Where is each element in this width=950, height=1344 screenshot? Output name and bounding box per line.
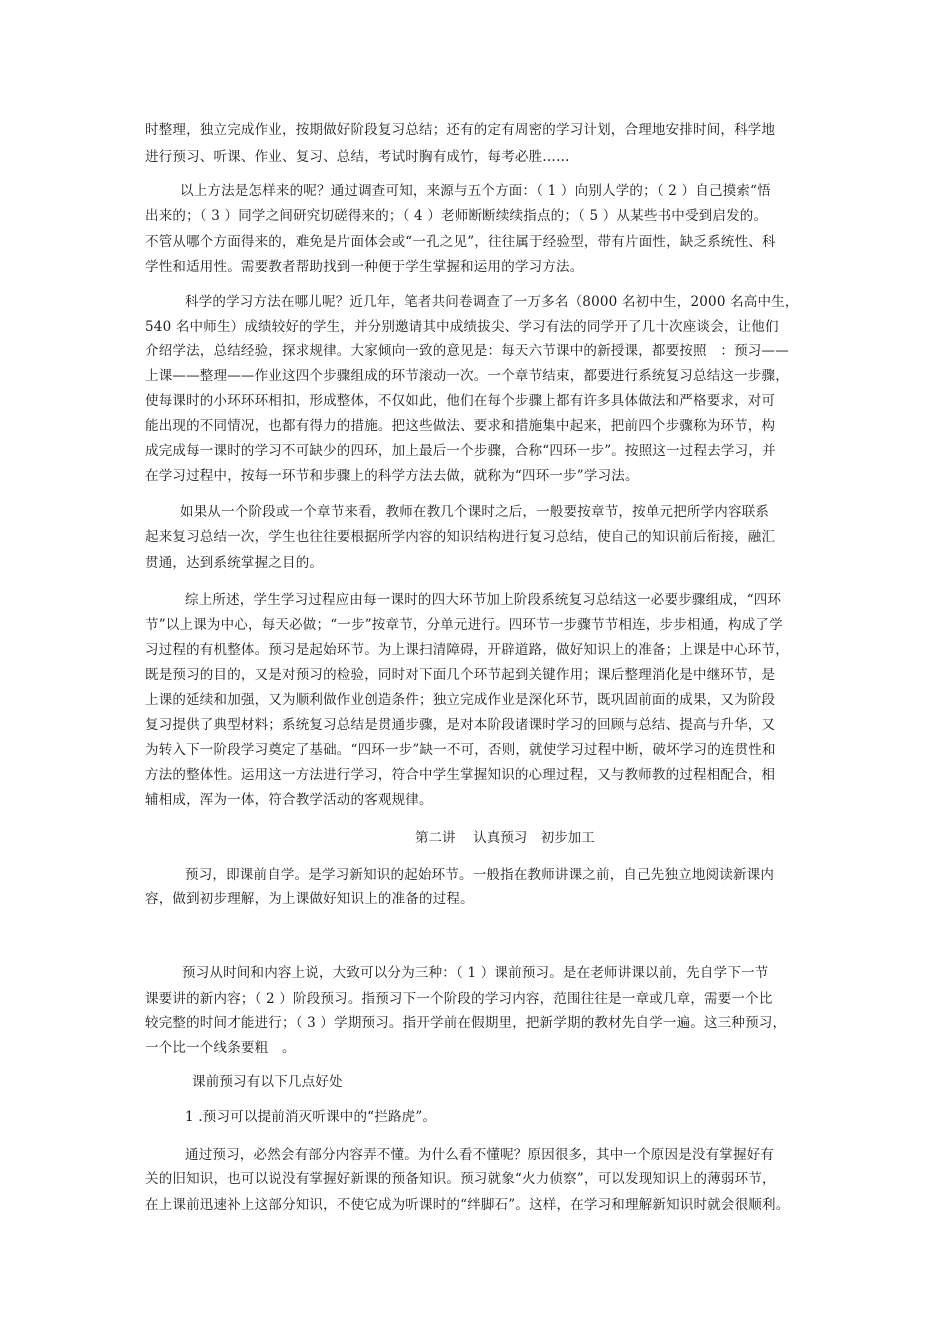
text-line: 通过预习，必然会有部分内容弄不懂。为什么看不懂呢？原因很多，其中一个原因是没有掌握好有 xyxy=(185,1147,775,1163)
text-line: 在学习过程中，按每一环节和步骤上的科学方法去做，就称为“四环一步”学习法。 xyxy=(145,468,639,484)
text-line: 一个比一个线条要粗 。 xyxy=(145,1040,296,1056)
text-line: 为转入下一阶段学习奠定了基础。“四环一步”缺一不可，否则，就使学习过程中断，破坏学习的连贯性和 xyxy=(145,742,776,758)
text-line: 课前预习有以下几点好处 xyxy=(192,1074,343,1090)
text-line: 节”以上课为中心，每天必做；“一步”按章节，分单元进行。四环节一步骤节节相连，步步相通，构成了学 xyxy=(145,617,783,633)
text-line: 学性和适用性。需要教者帮助找到一种便于学生掌握和运用的学习方法。 xyxy=(145,259,584,275)
text-line: 进行预习、听课、作业、复习、总结，考试时胸有成竹，每考必胜…… xyxy=(145,149,570,165)
text-line: 贯通，达到系统掌握之目的。 xyxy=(145,555,324,571)
text-line: 既是预习的目的，又是对预习的检验，同时对下面几个环节起到关键作用；课后整理消化是中继环节，是 xyxy=(145,667,776,683)
text-line: 能出现的不同情况，也都有得力的措施。把这些做法、要求和措施集中起来，把前四个步骤称为环节，构 xyxy=(145,418,776,434)
text-line: 成完成每一课时的学习不可缺少的四环，加上最后一个步骤，合称“四环一步”。按照这一过程去学习，并 xyxy=(145,443,776,459)
text-line: 介绍学法，总结经验，探求规律。大家倾向一致的意见是：每天六节课中的新授课，都要按照 ：预习—— xyxy=(145,343,789,359)
text-line: 预习，即课前自学。是学习新知识的起始环节。一般指在教师讲课之前，自己先独立地阅读新课内 xyxy=(185,867,775,883)
section-heading: 第二讲 认真预习 初步加工 xyxy=(415,830,595,846)
text-line: 辅相成，浑为一体，符合教学活动的客观规律。 xyxy=(145,792,433,808)
text-line: 上课——整理——作业这四个步骤组成的环节滚动一次。一个章节结束，都要进行系统复习总结这一步骤， xyxy=(145,368,789,384)
text-line: 不管从哪个方面得来的，难免是片面体会或“一孔之见”，往往属于经验型，带有片面性，缺乏系统性、科 xyxy=(145,234,776,250)
text-line: 方法的整体性。运用这一方法进行学习，符合中学生掌握知识的心理过程，又与教师教的过程相配合，相 xyxy=(145,767,776,783)
text-line: 时整理，独立完成作业，按期做好阶段复习总结；还有的定有周密的学习计划，合理地安排时间，科学地 xyxy=(145,122,776,138)
text-line: 容，做到初步理解，为上课做好知识上的准备的过程。 xyxy=(145,891,474,907)
text-line: 起来复习总结一次，学生也往往要根据所学内容的知识结构进行复习总结，使自己的知识前后衔接，融汇 xyxy=(145,529,776,545)
text-line: 出来的；（ 3 ）同学之间研究切磋得来的；（ 4 ）老师断断续续指点的；（ 5 ）从某些书中受到启发的。 xyxy=(145,208,768,224)
text-line: 习过程的有机整体。预习是起始环节。为上课扫清障碍，开辟道路，做好知识上的准备；上课是中心环节， xyxy=(145,642,789,658)
text-line: 较完整的时间才能进行；（ 3 ）学期预习。指开学前在假期里，把新学期的教材先自学一遍。这三种预习， xyxy=(145,1015,787,1031)
text-line: 关的旧知识，也可以说没有掌握好新课的预备知识。预习就象“火力侦察”，可以发现知识上的薄弱环节， xyxy=(145,1171,776,1187)
text-line: 如果从一个阶段或一个章节来看，教师在教几个课时之后，一般要按章节，按单元把所学内容联系 xyxy=(180,504,770,520)
text-line: 使每课时的小环环环相扣，形成整体，不仅如此，他们在每个步骤上都有许多具体做法和严格要求，对可 xyxy=(145,393,776,409)
text-line: 科学的学习方法在哪儿呢？近几年，笔者共问卷调查了一万多名（8000 名初中生，2000 名高中生， xyxy=(185,294,799,310)
text-line: 540 名中师生）成绩较好的学生，并分别邀请其中成绩拔尖、学习有法的同学开了几十次座谈会，让他们 xyxy=(145,319,779,335)
text-line: 在上课前迅速补上这部分知识，不使它成为听课时的“绊脚石”。这样，在学习和理解新知识时就会很顺利。 xyxy=(145,1197,790,1213)
text-line: 复习提供了典型材料；系统复习总结是贯通步骤，是对本阶段诸课时学习的回顾与总结、提高与升华，又 xyxy=(145,717,776,733)
text-line: 综上所述，学生学习过程应由每一课时的四大环节加上阶段系统复习总结这一必要步骤组成，“四环 xyxy=(185,592,782,608)
text-line: 预习从时间和内容上说，大致可以分为三种：（ 1 ）课前预习。是在老师讲课以前，先自学下一节 xyxy=(182,965,769,981)
text-line: 课要讲的新内容；（ 2 ）阶段预习。指预习下一个阶段的学习内容，范围往往是一章或几章，需要一个比 xyxy=(145,991,773,1007)
text-line: 上课的延续和加强，又为顺利做作业创造条件；独立完成作业是深化环节，既巩固前面的成果，又为阶段 xyxy=(145,692,776,708)
text-line: 1 .预习可以提前消灭听课中的“拦路虎”。 xyxy=(185,1109,437,1125)
text-line: 以上方法是怎样来的呢？通过调查可知，来源与五个方面：（ 1 ）向别人学的；（ 2 ）自己摸索“悟 xyxy=(180,183,771,199)
